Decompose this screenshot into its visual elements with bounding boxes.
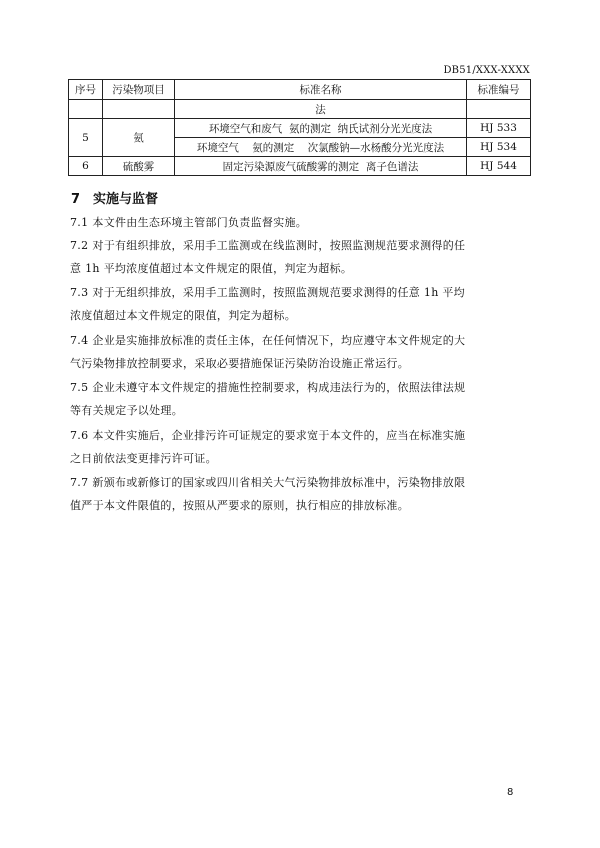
table-cell-item: 氨: [103, 119, 175, 157]
table-cell-code: HJ 544: [467, 157, 531, 176]
column-header: 污染物项目: [103, 80, 175, 100]
section-heading: [71, 188, 158, 207]
document-code: DB51/XXX-XXXX: [443, 65, 530, 76]
column-header: 标准名称: [175, 80, 467, 100]
paragraph-line: 企业是实施排放标准的责任主体，在任何情况下，均应遵守本文件规定的大: [92, 334, 466, 347]
paragraph-7-3: [70, 281, 532, 327]
table-cell-name: 环境空气和废气 氨的测定 纳氏试剂分光光度法: [175, 119, 467, 138]
paragraph-line: 企业未遵守本文件规定的措施性控制要求，构成违法行为的，依照法律法规: [92, 381, 466, 394]
paragraph-number: 7.3: [70, 286, 89, 299]
column-header: 序号: [69, 80, 103, 100]
paragraph-line: 意 1h 平均浓度值超过本文件规定的限值，判定为超标。: [70, 262, 353, 275]
paragraph-number: 7.7: [70, 476, 89, 489]
paragraph-line: 值严于本文件限值的，按照从严要求的原则，执行相应的排放标准。: [70, 499, 409, 512]
paragraph-line: 本文件由生态环境主管部门负责监督实施。: [92, 216, 308, 229]
table-cell: [467, 100, 531, 119]
column-header: 标准编号: [467, 80, 531, 100]
paragraph-number: 7.4: [70, 334, 89, 347]
paragraph-7-2: [70, 234, 532, 280]
table-cell-code: HJ 534: [467, 138, 531, 157]
table-cell-name: 固定污染源废气硫酸雾的测定 离子色谱法: [175, 157, 467, 176]
page-number: 8: [507, 787, 514, 798]
paragraph-line: 浓度值超过本文件规定的限值，判定为超标。: [70, 309, 296, 322]
table-cell-item: 硫酸雾: [103, 157, 175, 176]
table-cell: 法: [175, 100, 467, 119]
paragraph-line: 之日前依法变更排污许可证。: [70, 452, 217, 465]
paragraph-line: 对于有组织排放，采用手工监测或在线监测时，按照监测规范要求测得的任: [92, 239, 466, 252]
paragraph-7-4: [70, 329, 532, 375]
table-cell: [103, 100, 175, 119]
table-cell: [69, 100, 103, 119]
table-header-row: [69, 80, 531, 100]
paragraph-number: 7.5: [70, 381, 89, 394]
paragraph-number: 7.2: [70, 239, 89, 252]
table-row: [69, 100, 531, 119]
paragraph-7-7: [70, 471, 532, 517]
paragraph-line: 气污染物排放控制要求，采取必要措施保证污染防治设施正常运行。: [70, 357, 409, 370]
standards-table: [68, 79, 531, 176]
table-cell-no: 6: [69, 157, 103, 176]
paragraph-line: 新颁布或新修订的国家或四川省相关大气污染物排放标准中，污染物排放限: [92, 476, 466, 489]
paragraph-number: 7.6: [70, 429, 89, 442]
paragraph-7-5: [70, 376, 532, 422]
paragraph-line: 对于无组织排放，采用手工监测时，按照监测规范要求测得的任意 1h 平均: [92, 286, 465, 299]
table-cell-code: HJ 533: [467, 119, 531, 138]
table-cell-name: 环境空气 氨的测定 次氯酸钠—水杨酸分光光度法: [175, 138, 467, 157]
section-title: 实施与监督: [93, 192, 159, 207]
paragraph-line: 本文件实施后，企业排污许可证规定的要求宽于本文件的，应当在标准实施: [92, 429, 466, 442]
paragraph-number: 7.1: [70, 216, 89, 229]
paragraph-line: 等有关规定予以处理。: [70, 404, 183, 417]
paragraph-7-1: [70, 211, 532, 234]
table-row: [69, 157, 531, 176]
section-number: 7: [71, 192, 81, 207]
table-row: [69, 119, 531, 138]
paragraph-7-6: [70, 424, 532, 470]
table-cell-no: 5: [69, 119, 103, 157]
